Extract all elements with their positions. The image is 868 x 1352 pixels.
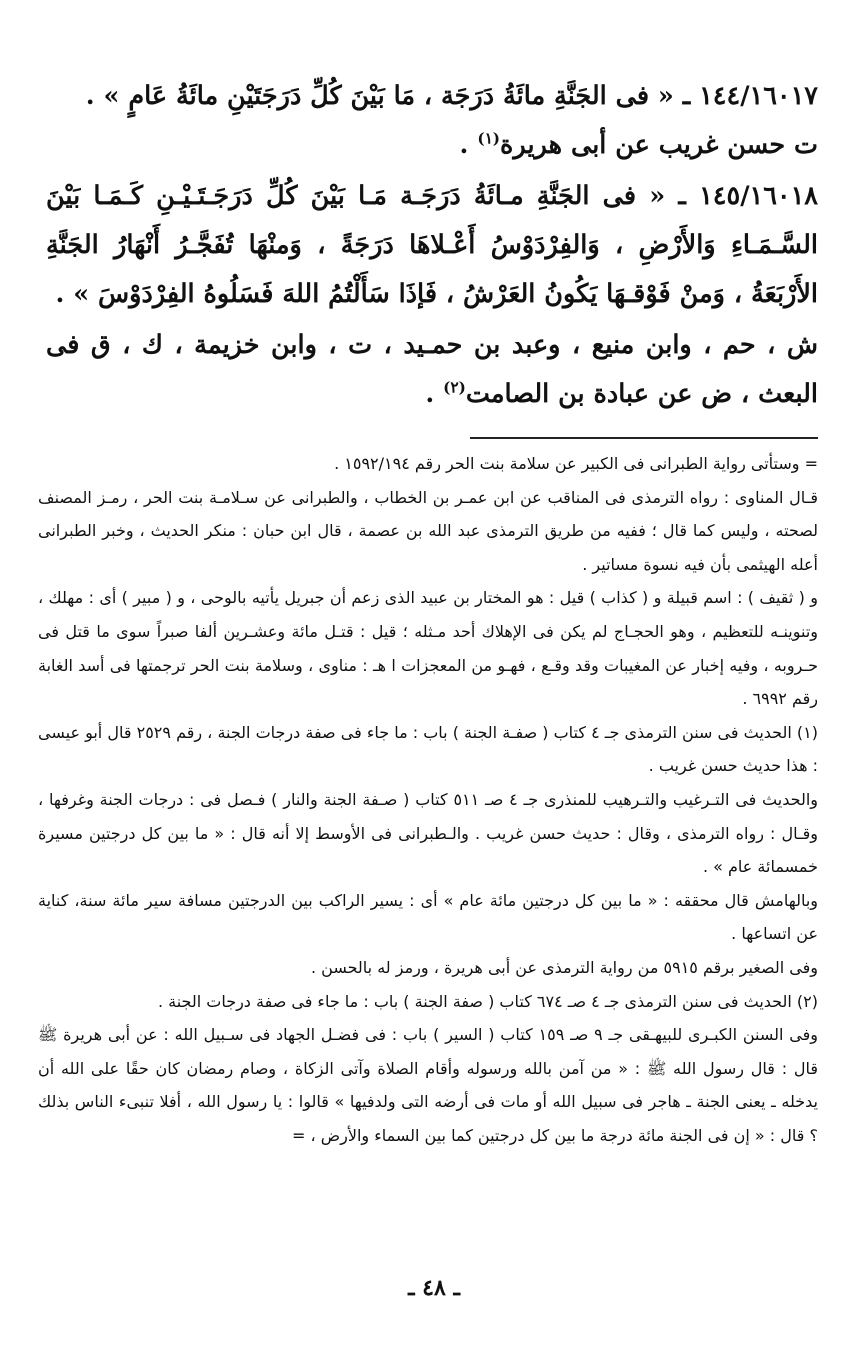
footnote-2-bayhaqi: وفى السنن الكبـرى للبيهـقى جـ ٩ صـ ١٥٩ كتاب ( السير ) باب : فى فضـل الجهاد فى سـبيل الله : عن أبى هريرة ﷺ قال : قال رسول الله ﷺ : « من آمن بالله ورسوله وأقام الصلاة وآتى الزكاة ، وصام رمضان كان حقًا على الله أن يدخله ـ يعنى الجنة ـ هاجر فى سبيل الله أو مات فى أرضه التى ولدفيها » قالوا : يا رسول الله ، أفلا تنبىء الناس بذلك ؟ قال : « إن فى الجنة مائة درجة ما بين كل درجتين كما بين السماء والأرض ، = (38, 1025, 818, 1145)
hadith-144-grading (46, 121, 818, 170)
footnote-ref-2: (٢) (443, 378, 466, 397)
hadith-144-text: ١٤٤/١٦٠١٧ ـ « فى الجَنَّةِ مائَةُ دَرَجَة ، مَا بَيْنَ كُلِّ دَرَجَتَيْنِ مائَةُ عَامٍ » . (85, 81, 818, 111)
hadith-145 (46, 172, 818, 319)
hadith-145-text: ١٤٥/١٦٠١٨ ـ « فى الجَنَّةِ مـائَةُ دَرَجَـة مَـا بَيْنَ كُلِّ دَرَجَـتَـيْـنِ كَـمَـا بَيْنَ السَّـمَـاءِ وَالأَرْضِ ، وَالفِرْدَوْسُ أَعْـلاهَا دَرَجَةً ، وَمنْهَا تُفَجَّـرُ أَنْهَارُ الجَنَّةِ الأَرْبَعَةُ ، وَمنْ فَوْقـهَا يَكُونُ العَرْشُ ، فَإذَا سَأَلْتُمُ اللهَ فَسَلُوهُ الفِرْدَوْسَ » . (46, 181, 818, 309)
hadith-145-sources (46, 321, 818, 419)
grading-text: ت حسن غريب عن أبى هريرة (500, 130, 818, 160)
main-text-block (46, 72, 818, 419)
footnotes-block (38, 447, 818, 1152)
footnote-1-margin: وبالهامش قال محققه : « ما بين كل درجتين مائة عام » أى : يسير الراكب بين الدرجتين مسافة سير مائة سنة، كناية عن اتساعها . (38, 890, 818, 944)
footnote-thaqif: و ( ثقيف ) : اسم قبيلة و ( كذاب ) قيل : هو المختار بن عبيد الذى زعم أن جبريل يأتيه بالوحى ، و ( مبير ) أى : مهلك ، وتنوينـه للتعظيم ، وهو الحجـاج لم يكن فى الإهلاك أحد مـثله ؛ قيل : قتـل مائة وعشـرين ألفا صبراً سوى ما قتل فى حـروبه ، وفيه إخبار عن المغيبات وقد وقـع ، فهـو من المعجزات ا هـ : مناوى ، وسلامة بنت الحر ترجمتها فى أسد الغابة رقم ٦٩٩٢ . (38, 588, 818, 709)
footnote-divider (470, 437, 818, 439)
hadith-144 (46, 72, 818, 121)
sources-end: . (425, 379, 444, 409)
page-number: ـ ٤٨ ـ (408, 1275, 460, 1301)
footnote-ref-1: (١) (477, 129, 501, 148)
sources-text: ش ، حم ، وابن منيع ، وعبد بن حمـيد ، ت ، وابن خزيمة ، ك ، ق فى البعث ، ض عن عبادة بن الصامت (46, 330, 818, 409)
footnote-2: (٢) الحديث فى سنن الترمذى جـ ٤ صـ ٦٧٤ كتاب ( صفة الجنة ) باب : ما جاء فى صفة درجات الجنة . (157, 991, 818, 1011)
footnote-continuation: = وستأتى رواية الطبرانى فى الكبير عن سلامة بنت الحر رقم ١٥٩٢/١٩٤ . (334, 454, 818, 473)
footnote-1: (١) الحديث فى سنن الترمذى جـ ٤ كتاب ( صفـة الجنة ) باب : ما جاء فى صفة درجات الجنة ، رقم ٢٥٢٩ قال أبو عيسى : هذا حديث حسن غريب . (38, 722, 818, 776)
grading-end: . (459, 130, 478, 160)
footnote-1-saghir: وفى الصغير برقم ٥٩١٥ من رواية الترمذى عن أبى هريرة ، ورمز له بالحسن . (310, 957, 818, 977)
footnote-1-targhib: والحديث فى التـرغيب والتـرهيب للمنذرى جـ ٤ صـ ٥١١ كتاب ( صـفة الجنة والنار ) فـصل فى : درجات الجنة وغرفها ، وقـال : رواه الترمذى ، وقال : حديث حسن غريب . والـطبرانى فى الأوسط إلا أنه قال : « ما بين كل درجتين مسيرة خمسمائة عام » . (38, 789, 818, 877)
footnote-munawi: قـال المناوى : رواه الترمذى فى المناقب عن ابن عمـر بن الخطاب ، والطبرانى عن سـلامـة بنت الحر ، رمـز المصنف لصحته ، وليس كما قال ؛ ففيه من طريق الترمذى عبد الله بن عصمة ، قال ابن حبان : منكر الحديث ، وخبر الطبرانى أعله الهيثمى بأن فيه نسوة مساتير . (38, 487, 818, 574)
